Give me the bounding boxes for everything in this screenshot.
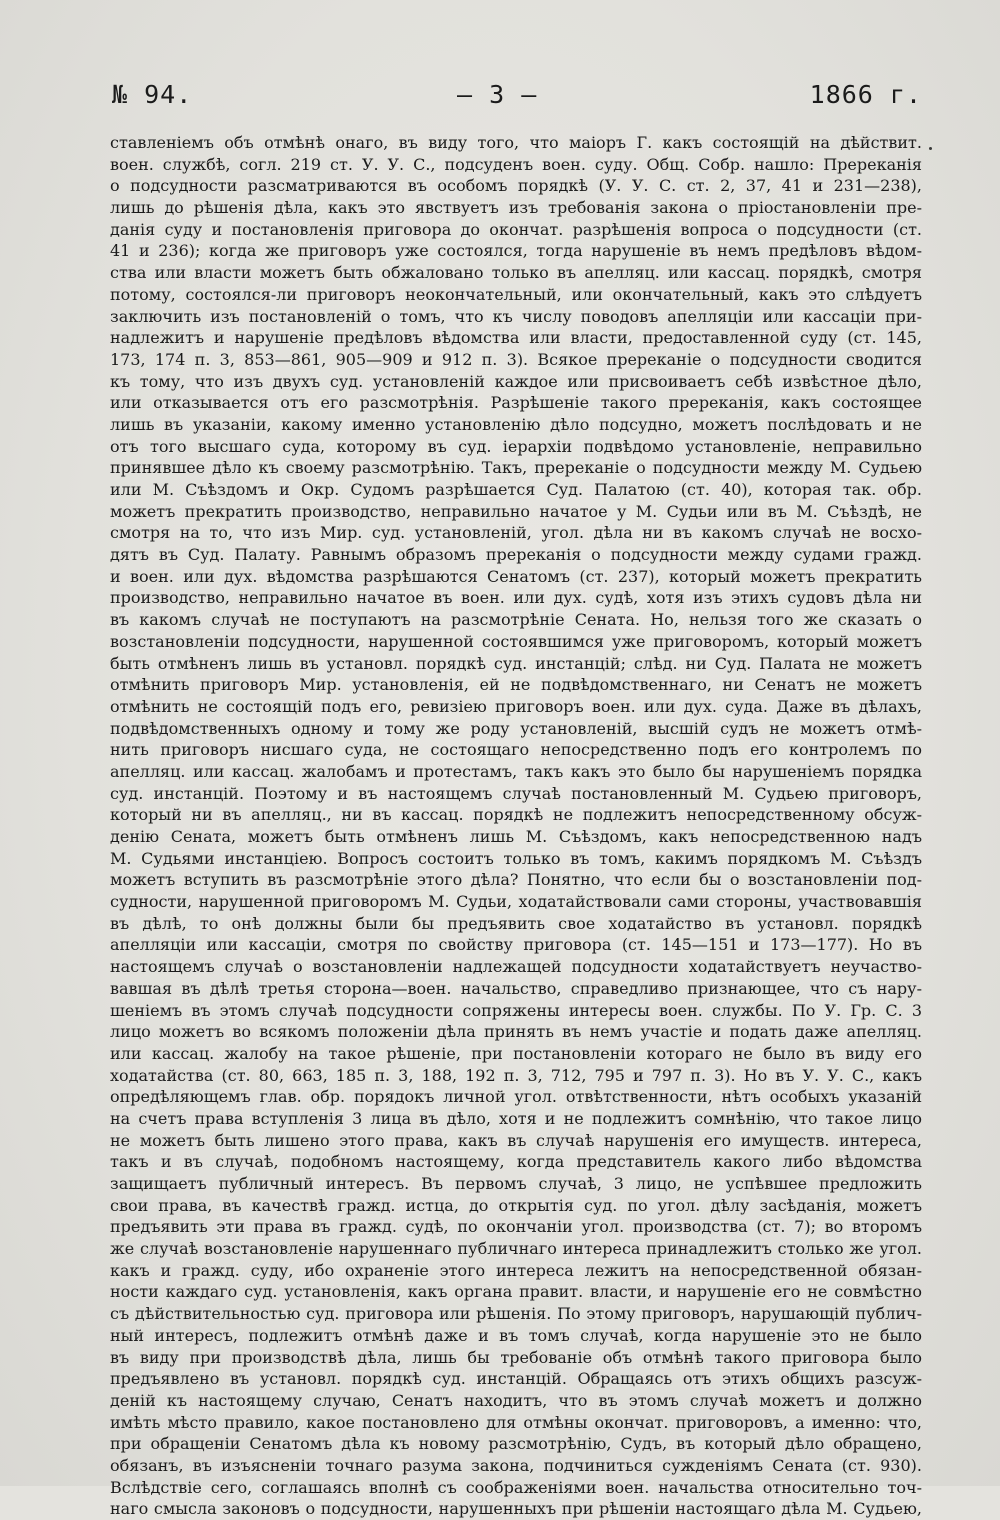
text-line: на счетъ права вступленія 3 лица въ дѣло, хотя и не подлежитъ сомнѣнію, что такое лицо	[110, 1108, 922, 1128]
text-line: или М. Съѣздомъ и Окр. Судомъ разрѣшается Суд. Палатою (ст. 40), которая так. обр.	[110, 480, 922, 499]
text-line: данія суду и постановленія приговора до окончат. разрѣшенія вопроса о подсудности (ст.	[110, 219, 922, 239]
text-line: М. Судьями инстанціею. Вопросъ состоитъ только въ томъ, какимъ порядкомъ М. Съѣздъ	[110, 848, 922, 868]
text-line: 41 и 236); когда же приговоръ уже состоялся, тогда нарушеніе въ немъ предѣловъ вѣдом-	[110, 241, 922, 261]
text-line: потому, состоялся-ли приговоръ неокончательный, или окончательный, какъ это слѣдуетъ	[110, 284, 922, 304]
page-header	[112, 80, 922, 120]
text-line: воен. службѣ, согл. 219 ст. У. У. С., подсуденъ воен. суду. Общ. Собр. нашло: Пререканія	[110, 154, 922, 174]
page-number: — 3 —	[457, 80, 538, 109]
text-line: и воен. или дух. вѣдомства разрѣшаются Сенатомъ (ст. 237), который можетъ прекратить	[110, 566, 922, 586]
text-line: при обращеніи Сенатомъ дѣла къ новому разсмотрѣнію, Судъ, въ который дѣло обращено,	[110, 1434, 922, 1454]
text-line: 173, 174 п. 3, 853—861, 905—909 и 912 п. 3). Всякое пререканіе о подсудности сводится	[110, 349, 922, 369]
text-line: предъявить эти права въ гражд. судѣ, по окончаніи угол. производства (ст. 7); во второмъ	[110, 1217, 922, 1237]
text-line: свои права, въ качествѣ гражд. истца, до открытія суд. по угол. дѣлу засѣданія, можетъ	[110, 1195, 922, 1215]
text-line: можетъ вступить въ разсмотрѣніе этого дѣла? Понятно, что если бы о возстановленіи под-	[110, 870, 922, 890]
issue-number: № 94.	[112, 80, 193, 109]
text-line: отмѣнить приговоръ Мир. установленія, ей не подвѣдомственнаго, ни Сенатъ не можетъ	[110, 675, 922, 695]
text-line: же случаѣ возстановленіе нарушеннаго публичнаго интереса принадлежитъ столько же угол.	[110, 1239, 922, 1259]
text-line: въ дѣлѣ, то онѣ должны были бы предъявить свое ходатайство въ установл. порядкѣ	[110, 913, 922, 933]
text-line: наго смысла законовъ о подсудности, нарушенныхъ при рѣшеніи настоящаго дѣла М. Судьею,	[110, 1499, 922, 1519]
text-line: деній къ настоящему случаю, Сенатъ находитъ, что въ этомъ случаѣ можетъ и должно	[110, 1390, 922, 1410]
text-line: возстановленіи подсудности, нарушенной состоявшимся уже приговоромъ, который можетъ	[110, 631, 922, 651]
text-line: настоящемъ случаѣ о возстановленіи надлежащей подсудности ходатайствуетъ неучаство-	[110, 957, 922, 977]
text-line: лишь до рѣшенія дѣла, какъ это явствуетъ изъ требованія закона о пріостановленіи пре-	[110, 198, 922, 218]
text-line: вавшая въ дѣлѣ третья сторона—воен. начальство, справедливо признающее, что съ нару-	[110, 978, 922, 998]
text-line: шеніемъ въ этомъ случаѣ подсудности сопряжены интересы воен. службы. По У. Гр. С. 3	[110, 1000, 922, 1020]
text-line: предъявлено въ установл. порядкѣ суд. инстанцій. Обращаясь отъ этихъ общихъ разсуж-	[110, 1369, 922, 1389]
text-line: дятъ въ Суд. Палату. Равнымъ образомъ пререканія о подсудности между судами гражд.	[110, 545, 922, 565]
text-line: ный интересъ, подлежитъ отмѣнѣ даже и въ томъ случаѣ, когда нарушеніе это не было	[110, 1325, 922, 1345]
text-line: отъ того высшаго суда, которому въ суд. іерархіи подвѣдомо установленіе, неправильно	[110, 436, 922, 456]
text-line: Вслѣдствіе сего, соглашаясь вполнѣ съ соображеніями воен. начальства относительно точ-	[110, 1477, 922, 1497]
text-line: съ дѣйствительностью суд. приговора или рѣшенія. По этому приговоръ, нарушающій публич-	[110, 1304, 922, 1324]
text-line: нить приговоръ нисшаго суда, не состоящаго непосредственно подъ его контролемъ по	[110, 740, 922, 760]
text-line: къ тому, что изъ двухъ суд. установленій каждое или присвоиваетъ себѣ извѣстное дѣло,	[110, 371, 922, 391]
body-text	[110, 132, 922, 1520]
text-line: о подсудности разсматриваются въ особомъ порядкѣ (У. У. С. ст. 2, 37, 41 и 231—238),	[110, 176, 922, 196]
text-line: ставленіемъ объ отмѣнѣ онаго, въ виду того, что маіоръ Г. какъ состоящій на дѣйствит.	[110, 133, 922, 152]
text-line: можетъ прекратить производство, неправильно начатое у М. Судьи или въ М. Съѣздѣ, не	[110, 501, 922, 521]
text-line: ства или власти можетъ быть обжаловано только въ апелляц. или кассац. порядкѣ, смотря	[110, 263, 922, 283]
text-line: въ какомъ случаѣ не поступаютъ на разсмотрѣніе Сената. Но, нельзя того же сказать о	[110, 610, 922, 630]
text-line: апелляц. или кассац. жалобамъ и протестамъ, такъ какъ это было бы нарушеніемъ порядка	[110, 761, 922, 781]
text-line: заключить изъ постановленій о томъ, что къ числу поводовъ апелляціи или кассаціи при-	[110, 306, 922, 326]
text-line: обязанъ, въ изъясненіи точнаго разума закона, подчиниться сужденіямъ Сената (ст. 930).	[110, 1455, 922, 1475]
text-line: защищаетъ публичный интересъ. Въ первомъ случаѣ, 3 лицо, не успѣвшее предложить	[110, 1174, 922, 1193]
text-line: быть отмѣненъ лишь въ установл. порядкѣ суд. инстанцій; слѣд. ни Суд. Палата не можетъ	[110, 653, 922, 673]
text-line: апелляціи или кассаціи, смотря по свойству приговора (ст. 145—151 и 173—177). Но въ	[110, 935, 922, 955]
text-line: надлежитъ и нарушеніе предѣловъ вѣдомства или власти, предоставленной суду (ст. 145,	[110, 328, 922, 348]
text-line: не можетъ быть лишено этого права, какъ въ случаѣ нарушенія его имуществ. интереса,	[110, 1130, 922, 1150]
text-line: лицо можетъ во всякомъ положеніи дѣла принять въ немъ участіе и подать даже апелляц.	[110, 1022, 922, 1042]
text-line: такъ и въ случаѣ, подобномъ настоящему, когда представитель какого либо вѣдомства	[110, 1152, 922, 1172]
text-line: производство, неправильно начатое въ воен. или дух. судѣ, хотя изъ этихъ судовъ дѣла ни	[110, 588, 922, 608]
text-line: ности каждаго суд. установленія, какъ органа правит. власти, и нарушеніе его не совмѣстно	[110, 1282, 922, 1302]
text-line: имѣть мѣсто правило, какое постановлено для отмѣны окончат. приговоровъ, а именно: что,	[110, 1412, 922, 1432]
text-line: денію Сената, можетъ быть отмѣненъ лишь М. Съѣздомъ, какъ непосредственною надъ	[110, 827, 922, 846]
text-line: или отказывается отъ его разсмотрѣнія. Разрѣшеніе такого пререканія, какъ состоящее	[110, 393, 922, 413]
text-line: опредѣляющемъ глав. обр. порядокъ личной угол. отвѣтственности, нѣтъ особыхъ указаній	[110, 1087, 922, 1107]
text-line: смотря на то, что изъ Мир. суд. установленій, угол. дѣла ни въ какомъ случаѣ не восхо-	[110, 523, 922, 543]
text-line: который ни въ апелляц., ни въ кассац. порядкѣ не подлежитъ непосредственному обсуж-	[110, 805, 922, 825]
ink-speck	[929, 147, 932, 150]
year: 1866 г.	[809, 80, 922, 109]
text-line: какъ и гражд. суду, ибо охраненіе этого интереса лежитъ на непосредственной обязан-	[110, 1260, 922, 1280]
text-line: или кассац. жалобу на такое рѣшеніе, при постановленіи котораго не было въ виду его	[110, 1043, 922, 1063]
text-line: лишь въ указаніи, какому именно установленію дѣло подсудно, можетъ послѣдовать и не	[110, 414, 922, 434]
text-line: подвѣдомственныхъ одному и тому же роду установленій, высшій судъ не можетъ отмѣ-	[110, 718, 922, 738]
text-line: ходатайства (ст. 80, 663, 185 п. 3, 188, 192 п. 3, 712, 795 и 797 п. 3). Но въ У. У. С., какъ	[110, 1065, 922, 1085]
text-line: принявшее дѣло къ своему разсмотрѣнію. Такъ, пререканіе о подсудности между М. Судьею	[110, 458, 922, 478]
text-line: въ виду при производствѣ дѣла, лишь бы требованіе объ отмѣнѣ такого приговора было	[110, 1347, 922, 1367]
text-line: отмѣнить не состоящій подъ его, ревизіею приговоръ воен. или дух. суда. Даже въ дѣлахъ,	[110, 696, 922, 716]
text-line: суд. инстанцій. Поэтому и въ настоящемъ случаѣ постановленный М. Судьею приговоръ,	[110, 783, 922, 803]
text-line: судности, нарушенной приговоромъ М. Судьи, ходатайствовали сами стороны, участвовавшія	[110, 892, 922, 912]
